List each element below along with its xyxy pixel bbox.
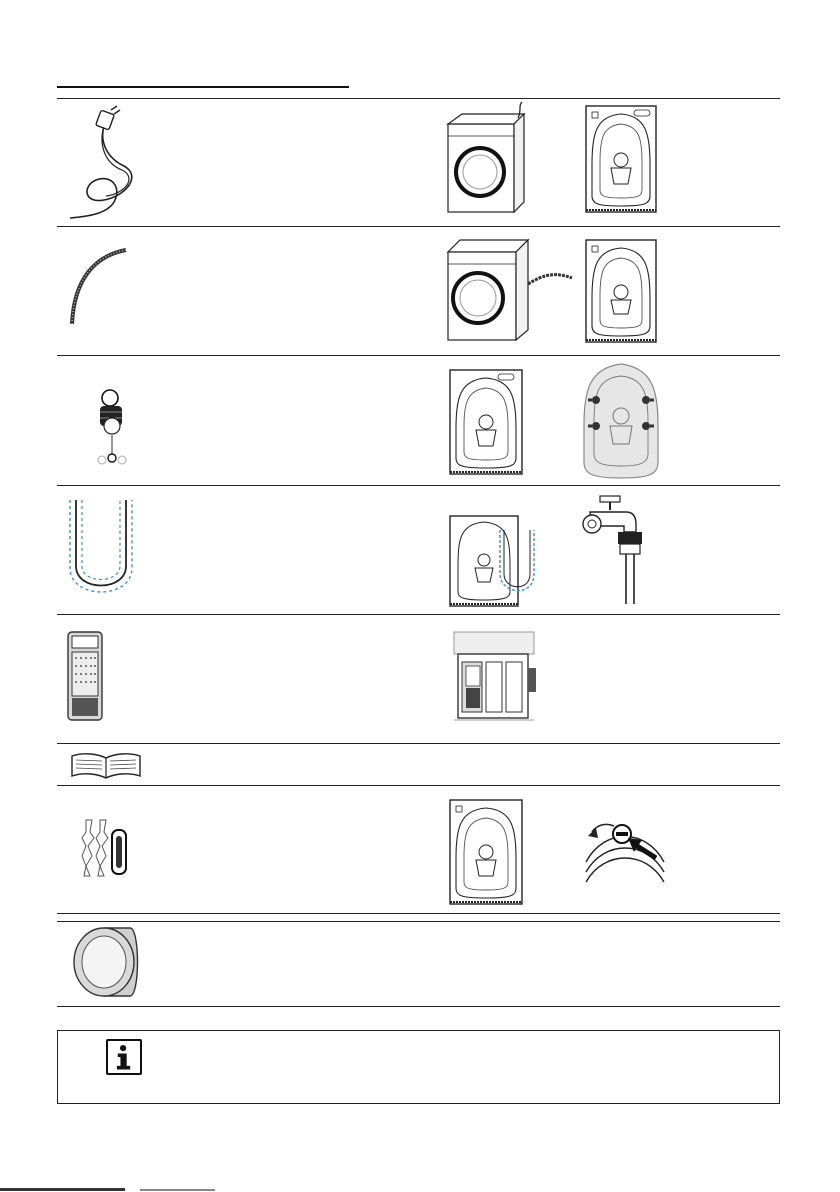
washing-machine-drain-hose-illustration (444, 234, 576, 342)
table-top-rule (57, 98, 780, 99)
info-note-box (57, 1030, 780, 1104)
washing-machine-top-cable-illustration (444, 100, 532, 218)
machine-back-panel-icon (584, 238, 658, 346)
tape-roll-icon (70, 922, 142, 1002)
info-icon (106, 1039, 142, 1075)
user-manual-book-icon (68, 750, 144, 780)
row-divider (57, 785, 780, 786)
back-panel-bolt-positions-icon (580, 360, 662, 482)
row-divider (57, 921, 780, 922)
row-divider (57, 485, 780, 486)
row-divider (57, 913, 780, 914)
row-divider (57, 355, 780, 356)
table-bottom-rule (57, 1006, 780, 1007)
row-divider (57, 614, 780, 615)
water-tap-connection-icon (580, 492, 650, 606)
transport-hole-caps-icon (78, 816, 130, 880)
power-cable-plug-icon (64, 104, 154, 222)
water-inlet-hose-icon (64, 496, 140, 602)
row-divider (57, 743, 780, 744)
drain-hose-icon (64, 244, 134, 328)
detergent-drawer-illustration (452, 630, 536, 726)
section-title-underline (57, 86, 349, 88)
machine-back-panel-icon (584, 104, 658, 216)
machine-back-inlet-hose-illustration (448, 514, 552, 610)
insert-cap-arrow-icon (584, 808, 666, 884)
liquid-detergent-container-icon (64, 628, 106, 724)
transport-bolt-icon (92, 384, 136, 466)
page-edge-artifact (0, 1187, 215, 1192)
row-divider (57, 226, 780, 227)
machine-back-panel-icon (448, 368, 524, 478)
machine-back-panel-icon (448, 798, 524, 908)
